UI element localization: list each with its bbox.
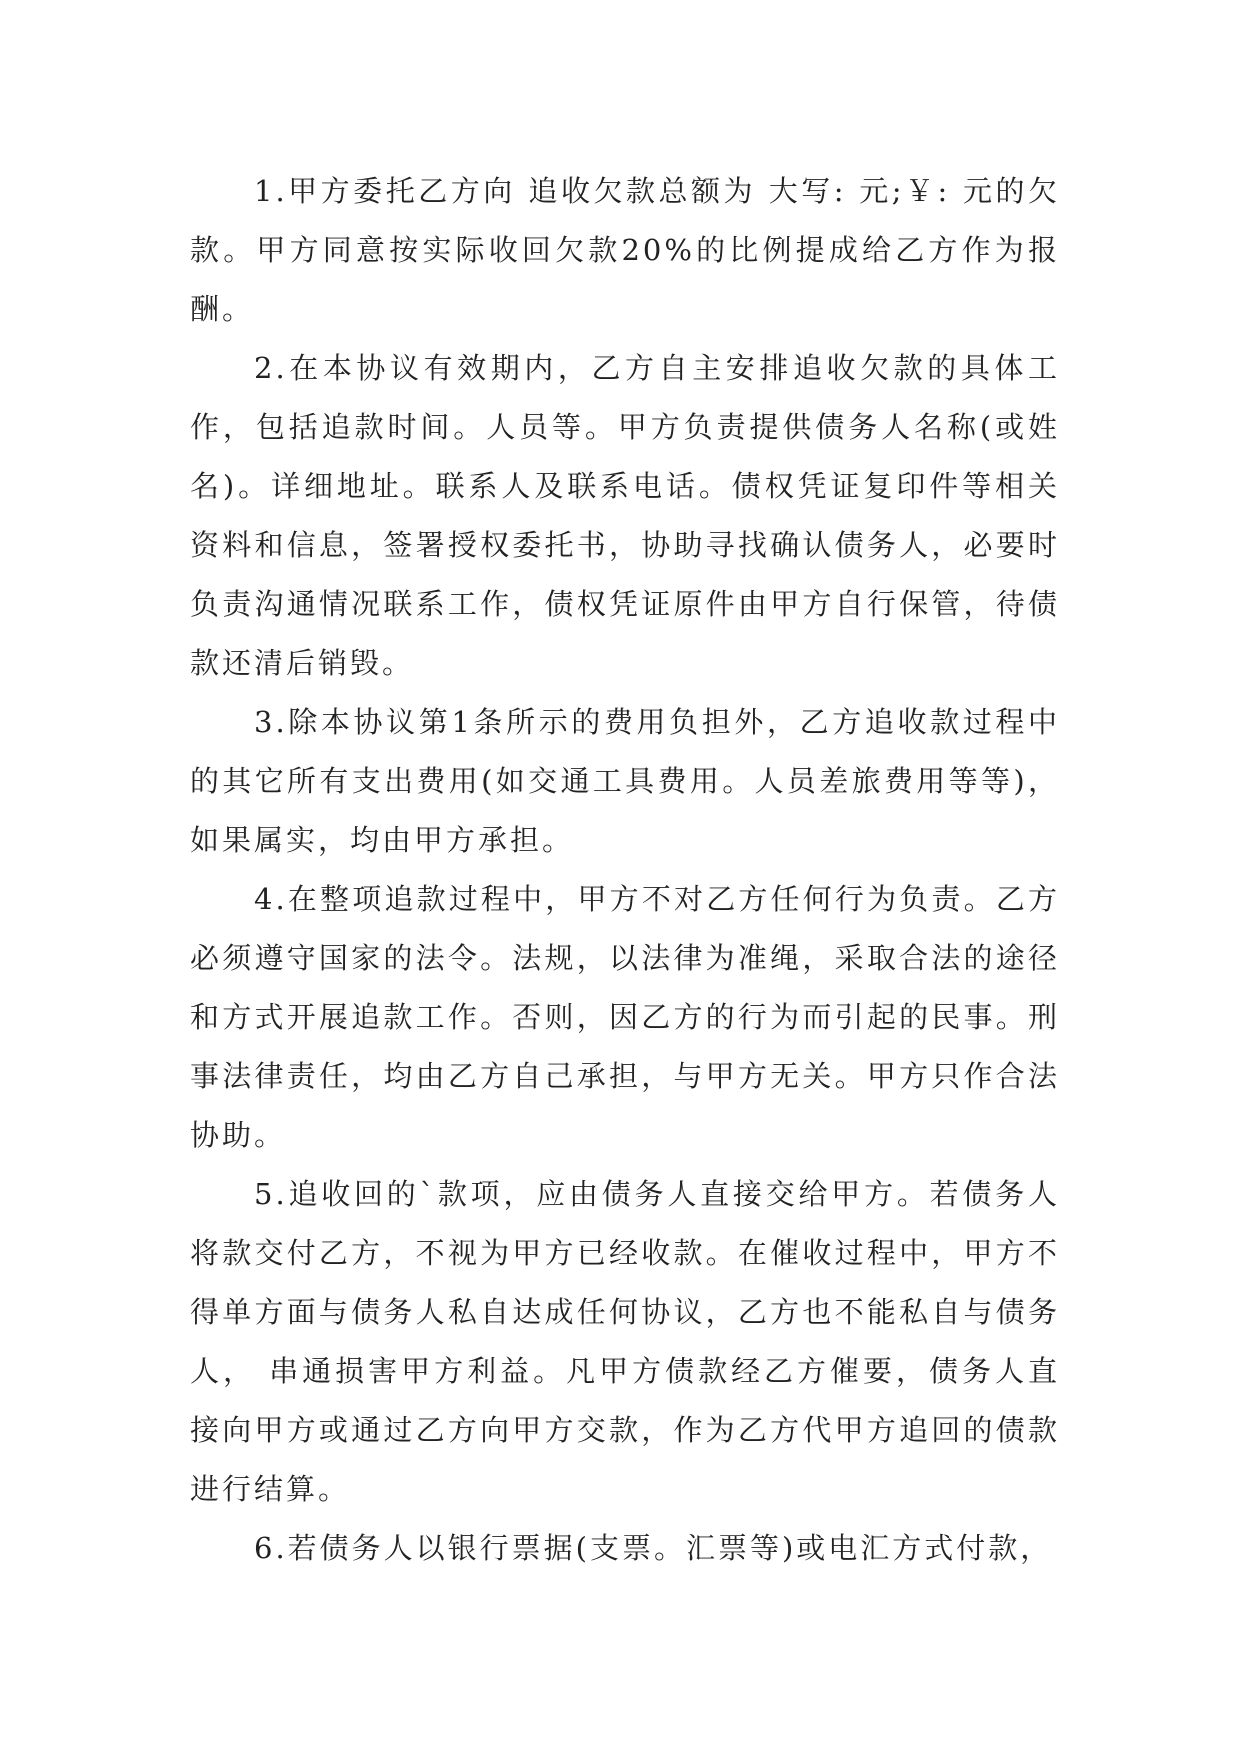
clause-1: 1.甲方委托乙方向 追收欠款总额为 大写: 元;￥: 元的欠款。甲方同意按实际收回欠款20%的比例提成给乙方作为报酬。 (190, 174, 1060, 326)
agreement-body (190, 162, 1060, 1578)
clause-2: 2.在本协议有效期内，乙方自主安排追收欠款的具体工作，包括追款时间。人员等。甲方负责提供债务人名称(或姓名)。详细地址。联系人及联系电话。债权凭证复印件等相关资料和信息，签署授权委托书，协助寻找确认债务人，必要时负责沟通情况联系工作，债权凭证原件由甲方自行保管，待债款还清后销毁。 (190, 351, 1060, 680)
clause-5: 5.追收回的`款项，应由债务人直接交给甲方。若债务人将款交付乙方，不视为甲方已经收款。在催收过程中，甲方不得单方面与债务人私自达成任何协议，乙方也不能私自与债务人， 串通损害甲方利益。凡甲方债款经乙方催要，债务人直接向甲方或通过乙方向甲方交款，作为乙方代甲方追回的债款进行结算。 (190, 1177, 1060, 1506)
clause-3: 3.除本协议第1条所示的费用负担外，乙方追收款过程中的其它所有支出费用(如交通工具费用。人员差旅费用等等)，如果属实，均由甲方承担。 (190, 705, 1060, 857)
clause-4: 4.在整项追款过程中，甲方不对乙方任何行为负责。乙方必须遵守国家的法令。法规，以法律为准绳，采取合法的途径和方式开展追款工作。否则，因乙方的行为而引起的民事。刑事法律责任，均由乙方自己承担，与甲方无关。甲方只作合法协助。 (190, 882, 1060, 1152)
clause-6: 6.若债务人以银行票据(支票。汇票等)或电汇方式付款， (254, 1531, 1053, 1565)
